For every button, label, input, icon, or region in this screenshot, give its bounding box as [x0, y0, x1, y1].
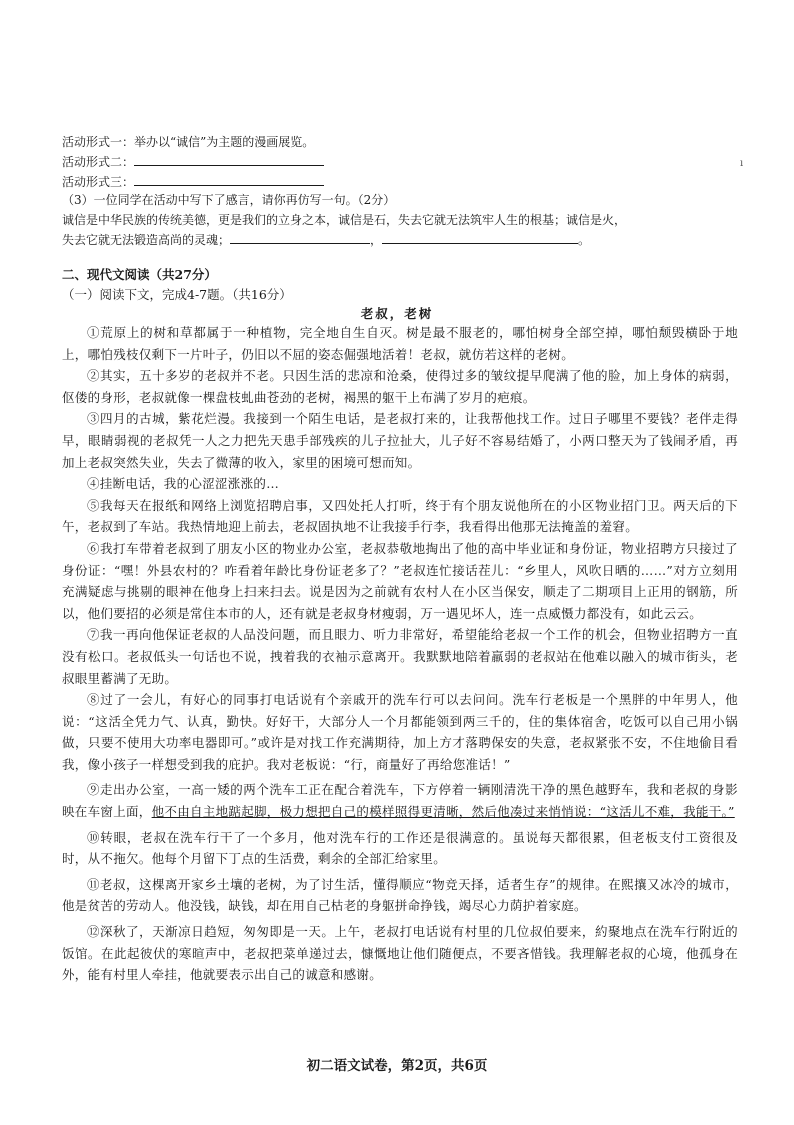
activity-form-3-label: 活动形式三：: [62, 175, 135, 189]
q3-answer-blank-1[interactable]: [230, 230, 370, 244]
activity-form-1: 活动形式一：举办以“诚信”为主题的漫画展览。: [62, 135, 315, 149]
section-heading: 二、现代文阅读（共27分）: [62, 267, 217, 282]
q3-period: 。: [578, 233, 591, 247]
paragraph: ①荒原上的树和草都属于一种植物，完全地自生自灭。树是最不服老的，哪怕树身全部空掉，哪怕颓毁横卧于地上，哪怕残枝仅剩下一片叶子，仍旧以不屈的姿态倔强地活着！老叔，就仿若这样的老树。: [62, 325, 738, 362]
question-3-line-1: 诚信是中华民族的传统美德，更是我们的立身之本，诚信是石，失去它就无法筑牢人生的根基；诚信是火，: [62, 213, 627, 227]
activity-form-3-blank[interactable]: [134, 172, 324, 186]
paragraph-9: [62, 779, 738, 822]
paragraph: ⑫深秋了，天渐凉日趋短，匆匆即是一天。上午，老叔打电话说有村里的几位叔伯要来，約聚地点在洗车行附近的饭馆。在此起彼伏的寒暄声中，老叔把菜单递过去，慷慨地让他们随便点，不要吝惜钱。我理解老叔的心境，他孤身在外，能有村里人牵挂，他就要表示出自己的诚意和感谢。: [62, 924, 738, 983]
paragraph: ⑧过了一会儿，有好心的同事打电话说有个亲戚开的洗车行可以去问问。洗车行老板是一个黑胖的中年男人，他说：“这活全凭力气、认真，勤快。好好干，大部分人一个月都能领到两三千的，住的集体宿舍，吃饭可以自己用小锅做，只要不使用大功率电器即可。”或许是对找工作充满期待，加上方才落聘保安的失意，老叔紧张不安，不住地偷目看我，像小孩子一样想受到我的庇护。我对老板说：“行，商量好了再给您准话！”: [62, 692, 738, 772]
q3-answer-blank-2[interactable]: [382, 230, 578, 244]
side-mark: ı: [740, 158, 744, 169]
page-footer: 初二语文试卷，第2页，共6页: [306, 1058, 488, 1074]
paragraph: ②其实，五十多岁的老叔并不老。只因生活的悲凉和沧桑，使得过多的皱纹提早爬满了他的脸，加上身体的病弱，伛偻的身形，老叔就像一棵盘枝虬曲苍劲的老树，褐黑的躯干上布满了岁月的疤痕。: [62, 368, 738, 405]
paragraph: ⑥我打车带着老叔到了朋友小区的物业办公室，老叔恭敬地掏出了他的高中毕业证和身份证，物业招聘方只接过了身份证：“嘿！外县农村的？咋看着年龄比身份证老多了？”老叔连忙接话茬儿：“乡里人，风吹日晒的……”对方立刻用充满疑虑与挑剔的眼神在他身上扫来扫去。说是因为之前就有农村人在小区当保安，顺走了二期项目上正用的钢筋，所以，他们要招的必须是常住本市的人，还有就是老叔身材瘦弱，万一遇见坏人，连一点威慑力都没有，如此云云。: [62, 540, 738, 621]
paragraph: ⑪老叔，这棵离开家乡土壤的老树，为了讨生活，懂得顺应“物竞天择，适者生存”的规律。在熙攘又冰冷的城市，他是贫苦的劳动人。他没钱，缺钱，却在用自己枯老的身躯拼命挣钱，竭尽心力荫护着家庭。: [62, 876, 738, 914]
paragraph: ④挂断电话，我的心涩涩涨涨的…: [87, 476, 280, 492]
activity-form-3: [62, 172, 742, 192]
question-3-line-2: [62, 230, 742, 250]
paragraph: ③四月的古城，紫花烂漫。我接到一个陌生电话，是老叔打来的，让我帮他找工作。过日子哪里不要钱？老伴走得早，眼睛弱视的老叔凭一人之力把先天患手部残疾的儿子拉扯大，儿子好不容易结婚了，小两口整天为了钱闹矛盾，再加上老叔突然失业，失去了微薄的收入，家里的困境可想而知。: [62, 411, 738, 470]
paragraph: ⑤我每天在报纸和网络上浏览招聘启事，又四处托人打听，终于有个朋友说他所在的小区物业招门卫。两天后的下午，老叔到了车站。我热情地迎上前去，老叔固执地不让我接手行李，我看得出他那无法掩盖的羞窘。: [62, 497, 738, 535]
activity-form-2-blank[interactable]: [134, 152, 324, 166]
paragraph-9-text: ⑨走出办公室，一高一矮的两个洗车工正在配合着洗车，下方停着一辆刚清洗干净的黑色越野车，我和老叔的身影映在车窗上面，: [62, 782, 738, 820]
underlined-sentence: 他不由自主地踮起脚，极力想把自己的模样照得更清晰，然后他凑过来悄悄说：“这活儿不难，我能干。”: [151, 804, 735, 820]
question-3: （3）一位同学在活动中写下了感言，请你再仿写一句。（2分）: [62, 193, 396, 207]
paragraph: ⑦我一再向他保证老叔的人品没问题，而且眼力、听力非常好，希望能给老叔一个工作的机会，但物业招聘方一直没有松口。老叔低头一句话也不说，拽着我的衣袖示意离开。我默默地陪着羸弱的老叔站在他难以融入的城市街头，老叔眼里蓄满了无助。: [62, 627, 738, 686]
activity-form-2: [62, 152, 742, 172]
article-body: [62, 322, 738, 986]
activity-form-2-label: 活动形式二：: [62, 155, 135, 169]
article-title: 老叔，老树: [360, 306, 434, 321]
section-subheading: （一）阅读下文，完成4-7题。（共16分）: [62, 287, 292, 302]
q3-prefix: 失去它就无法锻造高尚的灵魂；: [62, 233, 231, 247]
q3-comma: ，: [370, 233, 383, 247]
paragraph: ⑩转眼，老叔在洗车行干了一个多月，他对洗车行的工作还是很满意的。虽说每天都很累，但老板支付工资很及时，从不拖欠。他每个月留下丁点的生活费，剩余的全部汇给家里。: [62, 829, 738, 867]
